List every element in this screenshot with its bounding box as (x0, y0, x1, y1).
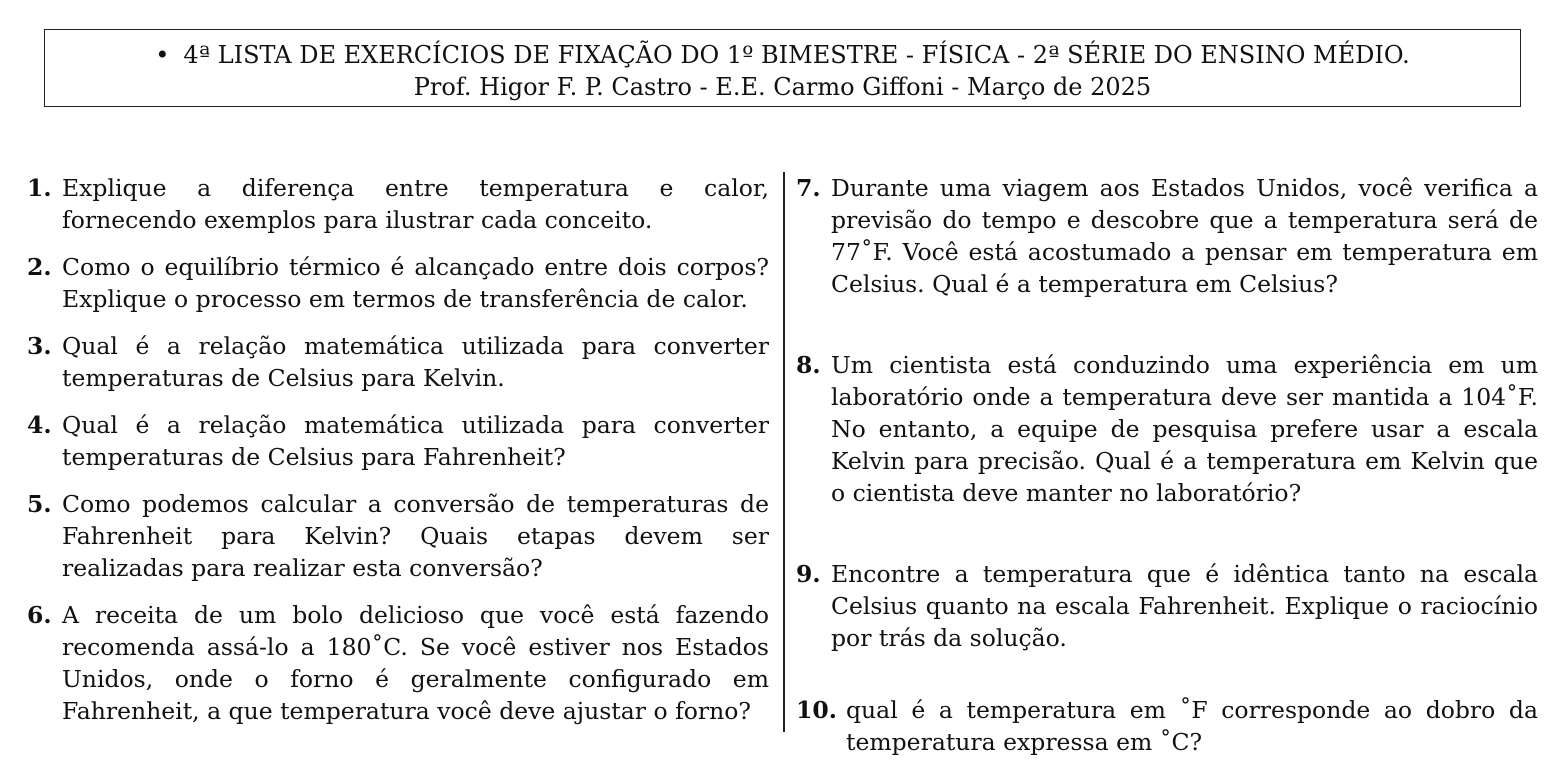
question-number: 3. (27, 332, 52, 360)
right-column (796, 172, 1538, 758)
question-text: Qual é a relação matemática utilizada para converter temperaturas de Celsius para Kelvin. (62, 332, 769, 392)
column-divider (783, 172, 785, 732)
title-text: 4ª LISTA DE EXERCÍCIOS DE FIXAÇÃO DO 1º BIMESTRE - FÍSICA - 2ª SÉRIE DO ENSINO MÉDIO. (183, 41, 1410, 69)
question-2 (27, 251, 769, 315)
page-title (45, 40, 1520, 70)
question-3 (27, 330, 769, 394)
question-1 (27, 172, 769, 236)
question-5 (27, 488, 769, 584)
question-text: Como podemos calcular a conversão de temperaturas de Fahrenheit para Kelvin? Quais etapas devem ser realizadas para realizar esta conversão? (62, 490, 769, 582)
question-text: qual é a temperatura em ˚F corresponde ao dobro da temperatura expressa em ˚C? (846, 696, 1538, 756)
question-text: A receita de um bolo delicioso que você está fazendo recomenda assá-lo a 180˚C. Se você estiver nos Estados Unidos, onde o forno é geralmente configurado em Fahrenheit, a que temperatura você deve ajustar o forno? (62, 601, 769, 725)
question-8 (796, 349, 1538, 509)
question-number: 1. (27, 174, 52, 202)
left-column (27, 172, 769, 727)
question-text: Encontre a temperatura que é idêntica tanto na escala Celsius quanto na escala Fahrenheit. Explique o raciocínio por trás da solução. (831, 560, 1538, 652)
question-6 (27, 599, 769, 727)
question-number: 10. (796, 696, 837, 724)
bullet-icon: • (155, 41, 170, 69)
question-10 (796, 694, 1538, 758)
question-text: Qual é a relação matemática utilizada para converter temperaturas de Celsius para Fahrenheit? (62, 411, 769, 471)
question-number: 9. (796, 560, 821, 588)
question-4 (27, 409, 769, 473)
question-number: 8. (796, 351, 821, 379)
question-text: Durante uma viagem aos Estados Unidos, você verifica a previsão do tempo e descobre que a temperatura será de 77˚F. Você está acostumado a pensar em temperatura em Celsius. Qual é a temperatura em Celsius? (831, 174, 1538, 298)
question-9 (796, 558, 1538, 654)
header-box (44, 29, 1521, 107)
question-text: Explique a diferença entre temperatura e calor, fornecendo exemplos para ilustrar cada conceito. (62, 174, 769, 234)
question-number: 7. (796, 174, 821, 202)
question-number: 2. (27, 253, 52, 281)
author-line: Prof. Higor F. P. Castro - E.E. Carmo Giffoni - Março de 2025 (413, 73, 1152, 101)
question-7 (796, 172, 1538, 300)
question-number: 5. (27, 490, 52, 518)
question-text: Como o equilíbrio térmico é alcançado entre dois corpos? Explique o processo em termos de transferência de calor. (62, 253, 769, 313)
question-number: 6. (27, 601, 52, 629)
question-text: Um cientista está conduzindo uma experiência em um laboratório onde a temperatura deve ser mantida a 104˚F. No entanto, a equipe de pesquisa prefere usar a escala Kelvin para precisão. Qual é a temperatura em Kelvin que o cientista deve manter no laboratório? (831, 351, 1538, 507)
question-number: 4. (27, 411, 52, 439)
